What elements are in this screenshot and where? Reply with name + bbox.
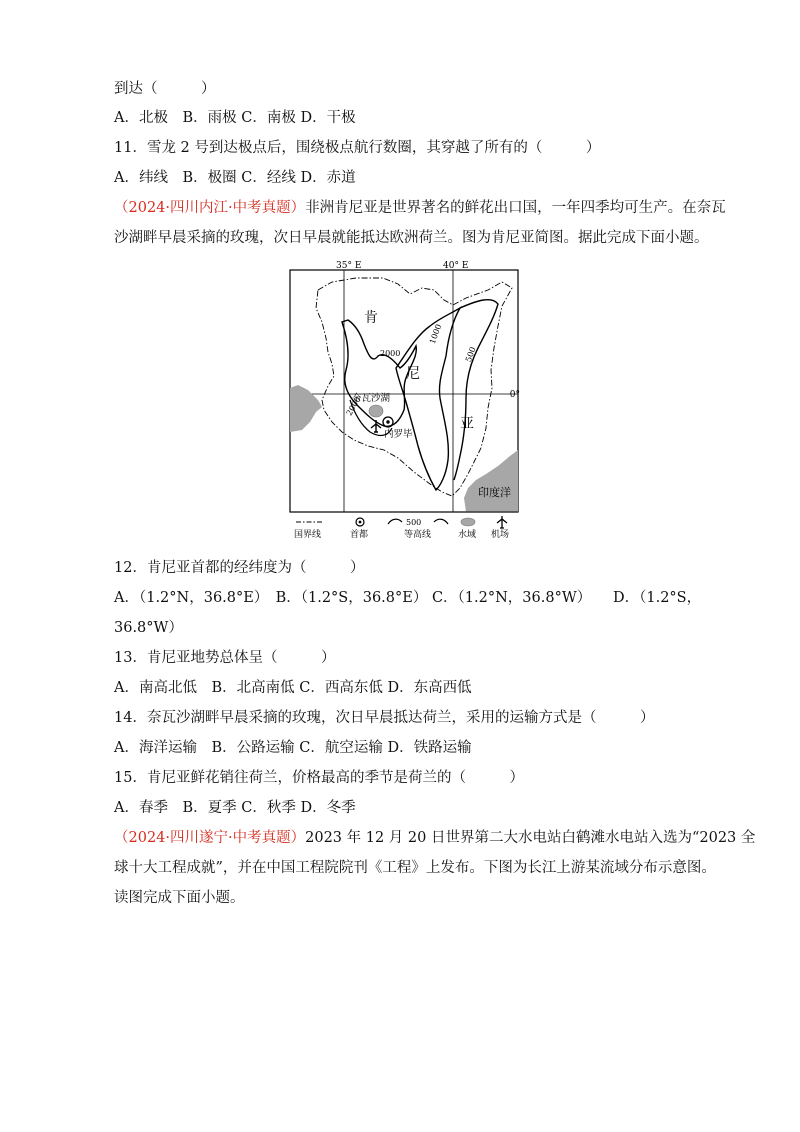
lon-40-label: 40° E [443, 261, 469, 271]
options-q14: A．海洋运输 B．公路运输 C．航空运输 D．铁路运输 [114, 740, 472, 756]
contour-label-2000b: 2000 [344, 395, 363, 418]
passage-text: 2023 年 12 月 20 日世界第二大水电站白鹤滩水电站入选为“2023 全 [305, 830, 756, 846]
country-char-2: 尼 [406, 366, 420, 382]
country-char-1: 肯 [364, 310, 378, 326]
options-q13: A．南高北低 B．北高南低 C．西高东低 D．东高西低 [114, 680, 472, 696]
source-tag: （2024·四川内江·中考真题） [114, 200, 306, 216]
lake-naivasha [369, 405, 383, 417]
legend-capital-label: 首都 [350, 530, 369, 540]
ocean-label: 印度洋 [478, 486, 511, 499]
contour-1000 [396, 308, 460, 490]
lake-victoria [290, 385, 322, 432]
indian-ocean [464, 450, 518, 512]
legend-contour-label: 等高线 [404, 530, 432, 540]
question-14: 14．奈瓦沙湖畔早晨采摘的玫瑰，次日早晨抵达荷兰，采用的运输方式是（ ） [114, 710, 655, 726]
passage-text: 非洲肯尼亚是世界著名的鲜花出口国，一年四季均可生产。在奈瓦 [305, 200, 726, 216]
passage-kenya [114, 198, 726, 218]
legend-border-label: 国界线 [294, 530, 322, 540]
country-char-3: 亚 [460, 416, 474, 432]
question-12: 12．肯尼亚首都的经纬度为（ ） [114, 560, 365, 576]
options-q10: A．北极 B．雨极 C．南极 D．干极 [114, 110, 356, 126]
passage-baihetan-cont: 球十大工程成就”，并在中国工程院院刊《工程》上发布。下图为长江上游某流域分布示意图。 [114, 860, 716, 876]
contour-label-500: 500 [463, 345, 478, 364]
passage-kenya-cont: 沙湖畔早晨采摘的玫瑰，次日早晨就能抵达欧洲荷兰。图为肯尼亚简图。据此完成下面小题。 [114, 230, 709, 246]
legend-water-label: 水域 [458, 530, 477, 540]
question-13: 13．肯尼亚地势总体呈（ ） [114, 650, 336, 666]
legend-water-icon [461, 518, 475, 526]
airport-icon [371, 420, 381, 432]
legend-contour-value: 500 [406, 518, 422, 527]
lake-naivasha-label: 奈瓦沙湖 [352, 393, 391, 404]
passage-baihetan [114, 828, 755, 848]
legend-airport-icon [497, 516, 507, 528]
options-q15: A．春季 B．夏季 C．秋季 D．冬季 [114, 800, 356, 816]
options-q11: A．纬线 B．极圈 C．经线 D．赤道 [114, 170, 356, 186]
contour-500 [454, 300, 498, 480]
lon-35-label: 35° E [336, 261, 362, 271]
legend-capital-icon [356, 518, 364, 526]
passage-baihetan-end: 读图完成下面小题。 [114, 890, 245, 906]
contour-label-2000a: 2000 [380, 349, 401, 358]
options-q12: A．（1.2°N，36.8°E） B．（1.2°S，36.8°E） C．（1.2°N，36.8°W） D．（1.2°S， [114, 590, 702, 606]
legend-airport-label: 机场 [491, 530, 510, 540]
capital-label: 内罗毕 [384, 429, 413, 440]
source-tag: （2024·四川遂宁·中考真题） [114, 830, 306, 846]
question-15: 15．肯尼亚鲜花销往荷兰，价格最高的季节是荷兰的（ ） [114, 770, 524, 786]
contour-label-1000: 1000 [427, 322, 444, 346]
options-q12-cont: 36.8°W） [114, 620, 183, 636]
question-11: 11．雪龙 2 号到达极点后，围绕极点航行数圈，其穿越了所有的（ ） [114, 140, 601, 156]
lat-0-label: 0° [509, 390, 520, 400]
kenya-map [288, 260, 520, 542]
text-line: 到达（ ） [114, 81, 216, 97]
capital-icon [383, 417, 393, 427]
